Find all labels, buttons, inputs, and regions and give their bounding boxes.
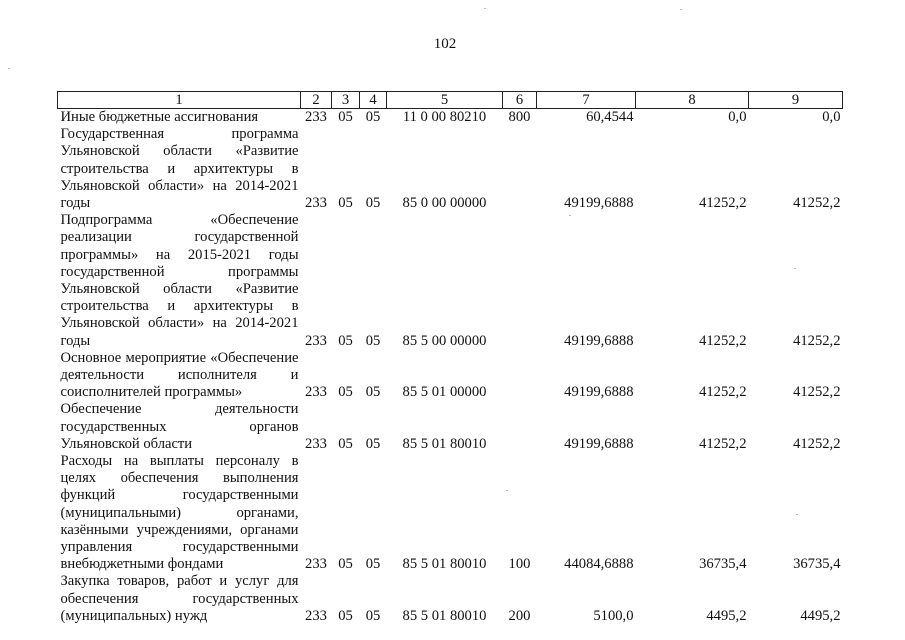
- row-col9: 4495,2: [800, 607, 841, 624]
- row-col4: 05: [365, 332, 381, 349]
- row-col7: 60,4544: [586, 109, 634, 125]
- row-col3: 05: [338, 607, 353, 624]
- row-name: Основное мероприятие «Обеспечение деятельности исполнителя и соисполнителей программы»: [60, 349, 299, 401]
- col-header-8: 8: [636, 92, 749, 109]
- row-col7: 49199,6888: [564, 384, 634, 401]
- row-col4: 05: [365, 607, 381, 624]
- row-col7: 44084,6888: [564, 556, 634, 573]
- row-col4: 05: [365, 556, 381, 573]
- row-col2: 233: [305, 607, 327, 624]
- row-col7: 5100,0: [593, 607, 634, 624]
- row-col6: [503, 350, 537, 402]
- col-header-5: 5: [387, 92, 503, 109]
- scan-speck: [680, 9, 682, 10]
- row-col8: 41252,2: [699, 195, 747, 212]
- budget-table: [57, 91, 843, 625]
- row-col6: [503, 212, 537, 350]
- row-col8: 41252,2: [699, 384, 747, 401]
- scan-speck: [569, 215, 571, 216]
- row-col5: 85 5 01 80010: [402, 556, 487, 573]
- scan-speck: [796, 514, 798, 515]
- table-row: [58, 401, 843, 453]
- row-col3: 05: [338, 556, 353, 573]
- table-row: [58, 109, 843, 127]
- row-col3: 05: [338, 109, 353, 125]
- row-col8: 36735,4: [699, 556, 747, 573]
- row-col3: 05: [338, 332, 353, 349]
- row-name: Иные бюджетные ассигнования: [60, 109, 259, 125]
- row-col9: 41252,2: [793, 435, 841, 452]
- table-row: [58, 212, 843, 350]
- row-col9: 41252,2: [793, 332, 841, 349]
- row-col5: 85 0 00 00000: [402, 195, 487, 212]
- scan-speck: [794, 268, 796, 269]
- row-col4: 05: [365, 384, 381, 401]
- row-col8: 0,0: [728, 109, 747, 125]
- table-row: [58, 573, 843, 625]
- row-col8: 41252,2: [699, 435, 747, 452]
- col-header-3: 3: [332, 92, 360, 109]
- page-number: 102: [433, 36, 457, 52]
- table-row: [58, 453, 843, 573]
- row-col9: 41252,2: [793, 195, 841, 212]
- col-header-9: 9: [749, 92, 843, 109]
- header-row: [58, 92, 843, 109]
- row-col4: 05: [365, 195, 381, 212]
- row-col2: 233: [305, 435, 327, 452]
- row-col5: 11 0 00 80210: [402, 109, 487, 125]
- row-col7: 49199,6888: [564, 332, 634, 349]
- row-col5: 85 5 00 00000: [402, 332, 487, 349]
- row-col6: 100: [508, 556, 531, 573]
- row-col6: [503, 401, 537, 453]
- row-col2: 233: [305, 384, 327, 401]
- row-col8: 4495,2: [706, 607, 747, 624]
- col-header-6: 6: [503, 92, 537, 109]
- scan-speck: [8, 68, 10, 69]
- row-name: Государственная программа Ульяновской области «Развитие строительства и архитектуры в Ульяновской области» на 2014-2021 годы: [60, 126, 299, 212]
- scan-speck: [484, 8, 486, 9]
- row-col2: 233: [305, 332, 327, 349]
- row-col2: 233: [305, 195, 327, 212]
- row-col6: 200: [508, 607, 531, 624]
- row-name: Подпрограмма «Обеспечение реализации государственной программы» на 2015-2021 годы государственной программы Ульяновской области «Развитие строительства и архитектуры в Ульяновской области» на 2014-2021 годы: [60, 212, 299, 349]
- row-col8: 41252,2: [699, 332, 747, 349]
- row-col9: 0,0: [822, 109, 841, 125]
- row-name: Расходы на выплаты персоналу в целях обеспечения выполнения функций государственными (муниципальными) органами, казёнными учреждениями, органами управления государственными внебюджетными фондами: [60, 453, 299, 573]
- table-row: [58, 350, 843, 402]
- scan-speck: [506, 490, 508, 491]
- row-col6: [503, 126, 537, 212]
- row-col3: 05: [338, 435, 353, 452]
- row-col7: 49199,6888: [564, 195, 634, 212]
- col-header-7: 7: [537, 92, 636, 109]
- row-col9: 36735,4: [793, 556, 841, 573]
- table-row: [58, 126, 843, 212]
- row-col5: 85 5 01 00000: [402, 384, 487, 401]
- row-col5: 85 5 01 80010: [402, 607, 487, 624]
- row-name: Обеспечение деятельности государственных органов Ульяновской области: [60, 401, 299, 452]
- row-col5: 85 5 01 80010: [402, 435, 487, 452]
- row-name: Закупка товаров, работ и услуг для обеспечения государственных (муниципальных) нужд: [60, 573, 299, 624]
- col-header-4: 4: [360, 92, 387, 109]
- row-col4: 05: [365, 435, 381, 452]
- row-col7: 49199,6888: [564, 435, 634, 452]
- row-col6: 800: [508, 109, 531, 125]
- row-col3: 05: [338, 384, 353, 401]
- col-header-1: 1: [58, 92, 301, 109]
- row-col2: 233: [305, 556, 327, 573]
- col-header-2: 2: [301, 92, 332, 109]
- row-col2: 233: [305, 109, 327, 125]
- row-col3: 05: [338, 195, 353, 212]
- row-col9: 41252,2: [793, 384, 841, 401]
- row-col4: 05: [365, 109, 381, 125]
